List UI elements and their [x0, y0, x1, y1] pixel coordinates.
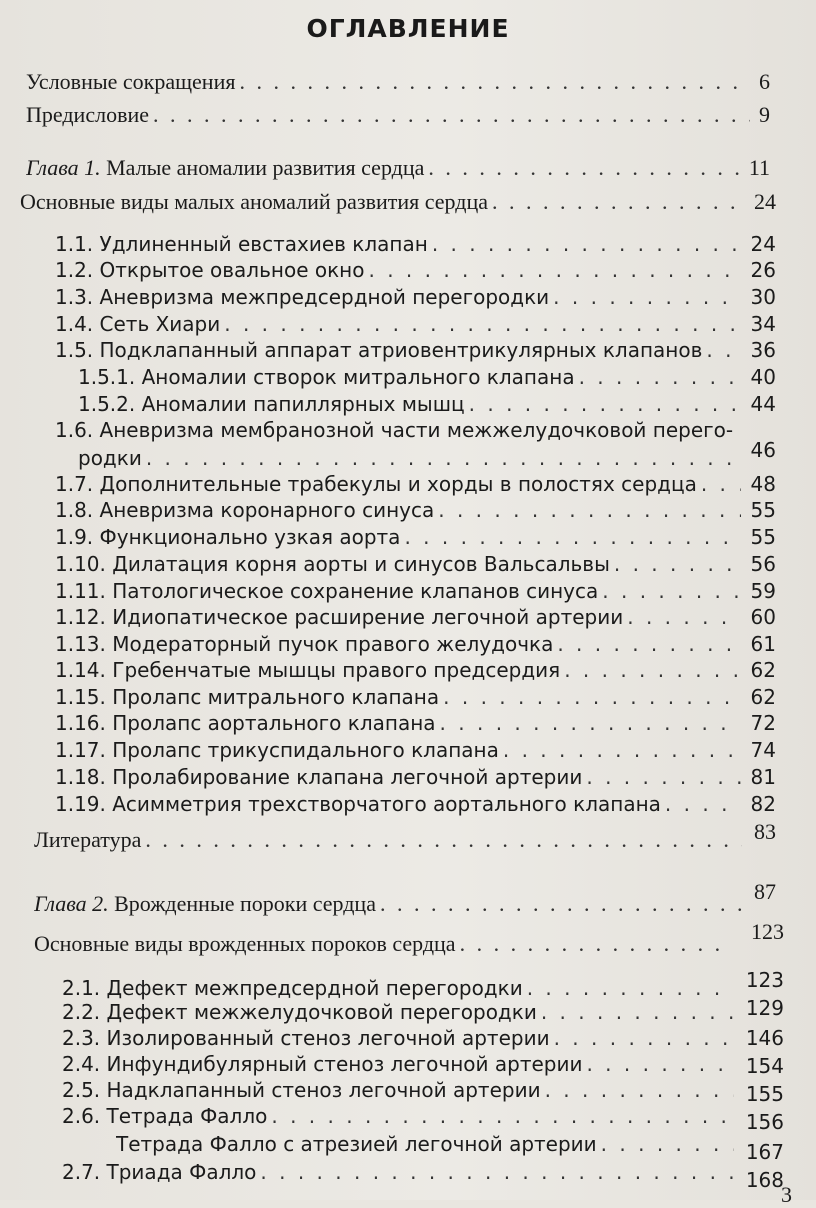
dot-leader [492, 186, 742, 218]
toc-entry [0, 879, 816, 920]
toc-entry-page: 55 [750, 498, 776, 522]
toc-entry-title: Предисловие [26, 102, 149, 127]
toc-heading: ОГЛАВЛЕНИЕ [306, 14, 510, 43]
toc-entry [0, 414, 816, 474]
toc-entry [0, 1156, 816, 1192]
toc-entry-page: 123 [745, 968, 784, 992]
toc-entry-page: 56 [750, 552, 776, 576]
toc-entry-page: 146 [745, 1026, 784, 1050]
toc-entry-title: 1.6. Аневризма мембранозной части межжелудочковой перего- [55, 418, 734, 442]
toc-entry-title: Литература [34, 827, 142, 852]
toc-entry-page: 60 [750, 605, 776, 629]
toc-entry-page: 24 [754, 189, 776, 214]
toc-entry-title: 1.15. Пролапс митрального клапана [55, 685, 440, 709]
toc-entry-title: 2.4. Инфундибулярный стеноз легочной артерии [62, 1052, 583, 1076]
toc-entry-page: 155 [745, 1082, 784, 1106]
toc-entry-page: 62 [750, 658, 776, 682]
dot-leader [145, 824, 742, 856]
toc-entry-page: 11 [748, 155, 770, 180]
toc-entry-page: 44 [750, 392, 776, 416]
toc-entry-title: 1.8. Аневризма коронарного синуса [55, 498, 435, 522]
toc-entry-title: 1.16. Пролапс аортального клапана [55, 711, 436, 735]
toc-entry [0, 788, 816, 820]
toc-entry [0, 99, 816, 131]
toc-entry-page: 87 [754, 879, 776, 904]
page-number: 3 [781, 1182, 792, 1207]
toc-entry-title: 2.2. Дефект межжелудочковой перегородки [62, 1000, 537, 1024]
toc-entry-title: Основные виды малых аномалий развития сердца [20, 189, 488, 214]
toc-entry-page: 48 [750, 472, 776, 496]
toc-entry-title: 2.3. Изолированный стеноз легочной артерии [62, 1026, 550, 1050]
chapter-prefix: Глава 1. [26, 155, 101, 180]
toc-entry-title: 1.17. Пролапс трикуспидального клапана [55, 738, 499, 762]
toc-entry-page: 6 [759, 69, 770, 94]
toc-entry-title: 1.13. Модераторный пучок правого желудочка [55, 632, 554, 656]
toc-entry-page: 40 [750, 365, 776, 389]
toc-entry-title: 1.10. Дилатация корня аорты и синусов Вальсальвы [55, 552, 610, 576]
chapter-prefix: Глава 2. [34, 891, 109, 916]
toc-entry-page: 34 [750, 312, 776, 336]
toc-entry-page: 123 [751, 919, 784, 944]
toc-entry-title: 1.9. Функционально узкая аорта [55, 525, 401, 549]
toc-entry-title: Тетрада Фалло с атрезией легочной артерии [116, 1132, 597, 1156]
toc-entry-page: 154 [745, 1054, 784, 1078]
toc-entry-title: Врожденные пороки сердца [108, 891, 376, 916]
toc-entry-page: 156 [745, 1110, 784, 1134]
toc-entry-title: 1.2. Открытое овальное окно [55, 258, 365, 282]
toc-entry-title: 1.3. Аневризма межпредсердной перегородки [55, 285, 550, 309]
toc-entry-page: 24 [750, 232, 776, 256]
toc-entry-page: 167 [745, 1140, 784, 1164]
toc-entry-page: 168 [745, 1168, 784, 1192]
toc-entry-page: 26 [750, 258, 776, 282]
toc-entry-page: 74 [750, 738, 776, 762]
toc-entry [0, 66, 816, 98]
dot-leader [260, 1156, 734, 1188]
dot-leader [428, 152, 750, 184]
toc-entry-title: 2.5. Надклапанный стеноз легочной артерии [62, 1078, 541, 1102]
toc-entry [0, 819, 816, 856]
dot-leader [380, 888, 742, 920]
toc-entry-title: Основные виды врожденных пороков сердца [34, 931, 456, 956]
toc-entry-title: 1.14. Гребенчатые мышцы правого предсердия [55, 658, 561, 682]
toc-entry-title: Условные сокращения [26, 69, 236, 94]
toc-entry-page: 83 [754, 819, 776, 844]
toc-entry-page: 46 [750, 438, 776, 462]
dot-leader [460, 928, 732, 960]
dot-leader [153, 99, 750, 131]
toc-entry-page: 59 [750, 579, 776, 603]
toc-entry-page: 61 [750, 632, 776, 656]
toc-entry-page: 30 [750, 285, 776, 309]
toc-entry-page: 62 [750, 685, 776, 709]
toc-entry-title: 1.7. Дополнительные трабекулы и хорды в полостях сердца [55, 472, 697, 496]
toc-entry-title: 2.1. Дефект межпредсердной перегородки [62, 976, 523, 1000]
toc-entry-title: 1.11. Патологическое сохранение клапанов синуса [55, 579, 599, 603]
toc-entry-page: 81 [750, 765, 776, 789]
toc-entry-title: 1.4. Сеть Хиари [55, 312, 221, 336]
toc-entry-page: 55 [750, 525, 776, 549]
toc-entry-title: 1.5.2. Аномалии папиллярных мышц [78, 392, 465, 416]
toc-entry-title: 1.5.1. Аномалии створок митрального клапана [78, 365, 575, 389]
toc-entry-title: Малые аномалии развития сердца [100, 155, 425, 180]
toc-entry-title: 1.1. Удлиненный евстахиев клапан [55, 232, 428, 256]
toc-entry-title: 1.19. Асимметрия трехстворчатого аортального клапана [55, 792, 661, 816]
toc-entry-title-continued: родки [78, 446, 142, 470]
dot-leader [239, 66, 750, 98]
toc-entry-page: 72 [750, 711, 776, 735]
toc-entry-title: 1.18. Пролабирование клапана легочной артерии [55, 765, 583, 789]
toc-entry-title: 2.6. Тетрада Фалло [62, 1104, 268, 1128]
toc-entry [0, 919, 816, 960]
toc-entry [0, 186, 816, 218]
toc-entry [0, 152, 816, 184]
toc-entry-page: 82 [750, 792, 776, 816]
toc-entry-title: 1.5. Подклапанный аппарат атриовентрикулярных клапанов [55, 338, 703, 362]
toc-entry-page: 129 [745, 996, 784, 1020]
toc-entry-page: 36 [750, 338, 776, 362]
toc-entry-title: 1.12. Идиопатическое расширение легочной артерии [55, 605, 624, 629]
toc-entry-title: 2.7. Триада Фалло [62, 1160, 257, 1184]
toc-entry-page: 9 [759, 102, 770, 127]
